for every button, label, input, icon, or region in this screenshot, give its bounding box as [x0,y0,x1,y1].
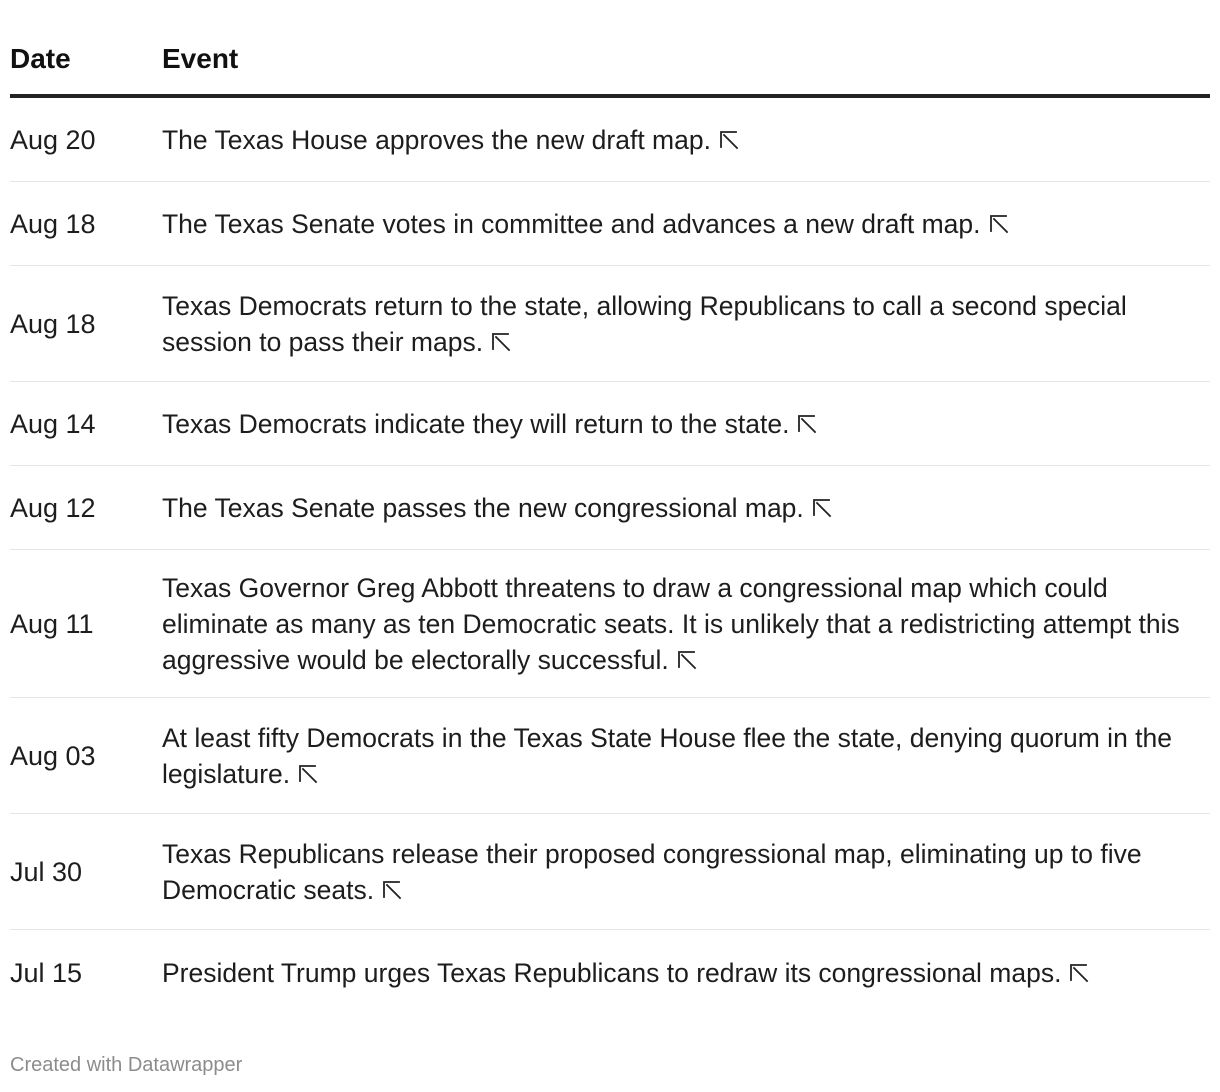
external-link-arrow-icon[interactable] [1069,963,1089,983]
table-header [10,0,1210,98]
external-link-arrow-icon[interactable] [491,332,511,352]
external-link-arrow-icon[interactable] [812,498,832,518]
table-row [10,930,1210,1016]
row-date: Aug 11 [10,608,94,639]
external-link-arrow-icon[interactable] [298,764,318,784]
date-column-header: Date [10,43,71,74]
row-event [162,122,1210,158]
table-row [10,814,1210,930]
table-row [10,266,1210,382]
row-date: Aug 20 [10,124,96,155]
table-row [10,550,1210,698]
timeline-table [10,0,1210,1016]
event-text: Texas Democrats indicate they will return to the state. [162,408,790,439]
row-event [162,570,1210,678]
row-date: Aug 14 [10,408,96,439]
external-link-arrow-icon[interactable] [989,214,1009,234]
event-text: Texas Democrats return to the state, allowing Republicans to call a second special session to pass their maps. [162,290,1127,357]
row-date: Aug 18 [10,308,96,339]
row-date: Jul 15 [10,958,83,988]
row-event [162,288,1210,360]
row-date: Aug 18 [10,208,96,239]
row-event [162,836,1210,908]
event-text: The Texas House approves the new draft map. [162,124,711,155]
row-event [162,206,1210,242]
row-event [162,955,1210,991]
event-text: The Texas Senate passes the new congressional map. [162,492,804,523]
event-text: At least fifty Democrats in the Texas State House flee the state, denying quorum in the legislature. [162,722,1173,789]
event-text: President Trump urges Texas Republicans to redraw its congressional maps. [162,958,1062,988]
event-column-header: Event [162,43,239,74]
row-event [162,406,1210,442]
row-date: Jul 30 [10,856,83,887]
event-text: Texas Governor Greg Abbott threatens to draw a congressional map which could eliminate as many as ten Democratic seats. It is unlikely that a redistricting attempt this aggressive would be electorally successful. [162,572,1180,675]
datawrapper-credit: Created with Datawrapper [10,1054,243,1076]
row-event [162,490,1210,526]
row-date: Aug 03 [10,740,96,771]
table-row [10,382,1210,466]
external-link-arrow-icon[interactable] [797,414,817,434]
table-row [10,466,1210,550]
table-row [10,182,1210,266]
external-link-arrow-icon[interactable] [382,880,402,900]
row-date: Aug 12 [10,492,96,523]
external-link-arrow-icon[interactable] [677,650,697,670]
event-text: Texas Republicans release their proposed congressional map, eliminating up to five Democratic seats. [162,838,1142,905]
row-event [162,720,1210,792]
table-row [10,698,1210,814]
external-link-arrow-icon[interactable] [719,130,739,150]
event-text: The Texas Senate votes in committee and advances a new draft map. [162,208,981,239]
table-row [10,98,1210,182]
